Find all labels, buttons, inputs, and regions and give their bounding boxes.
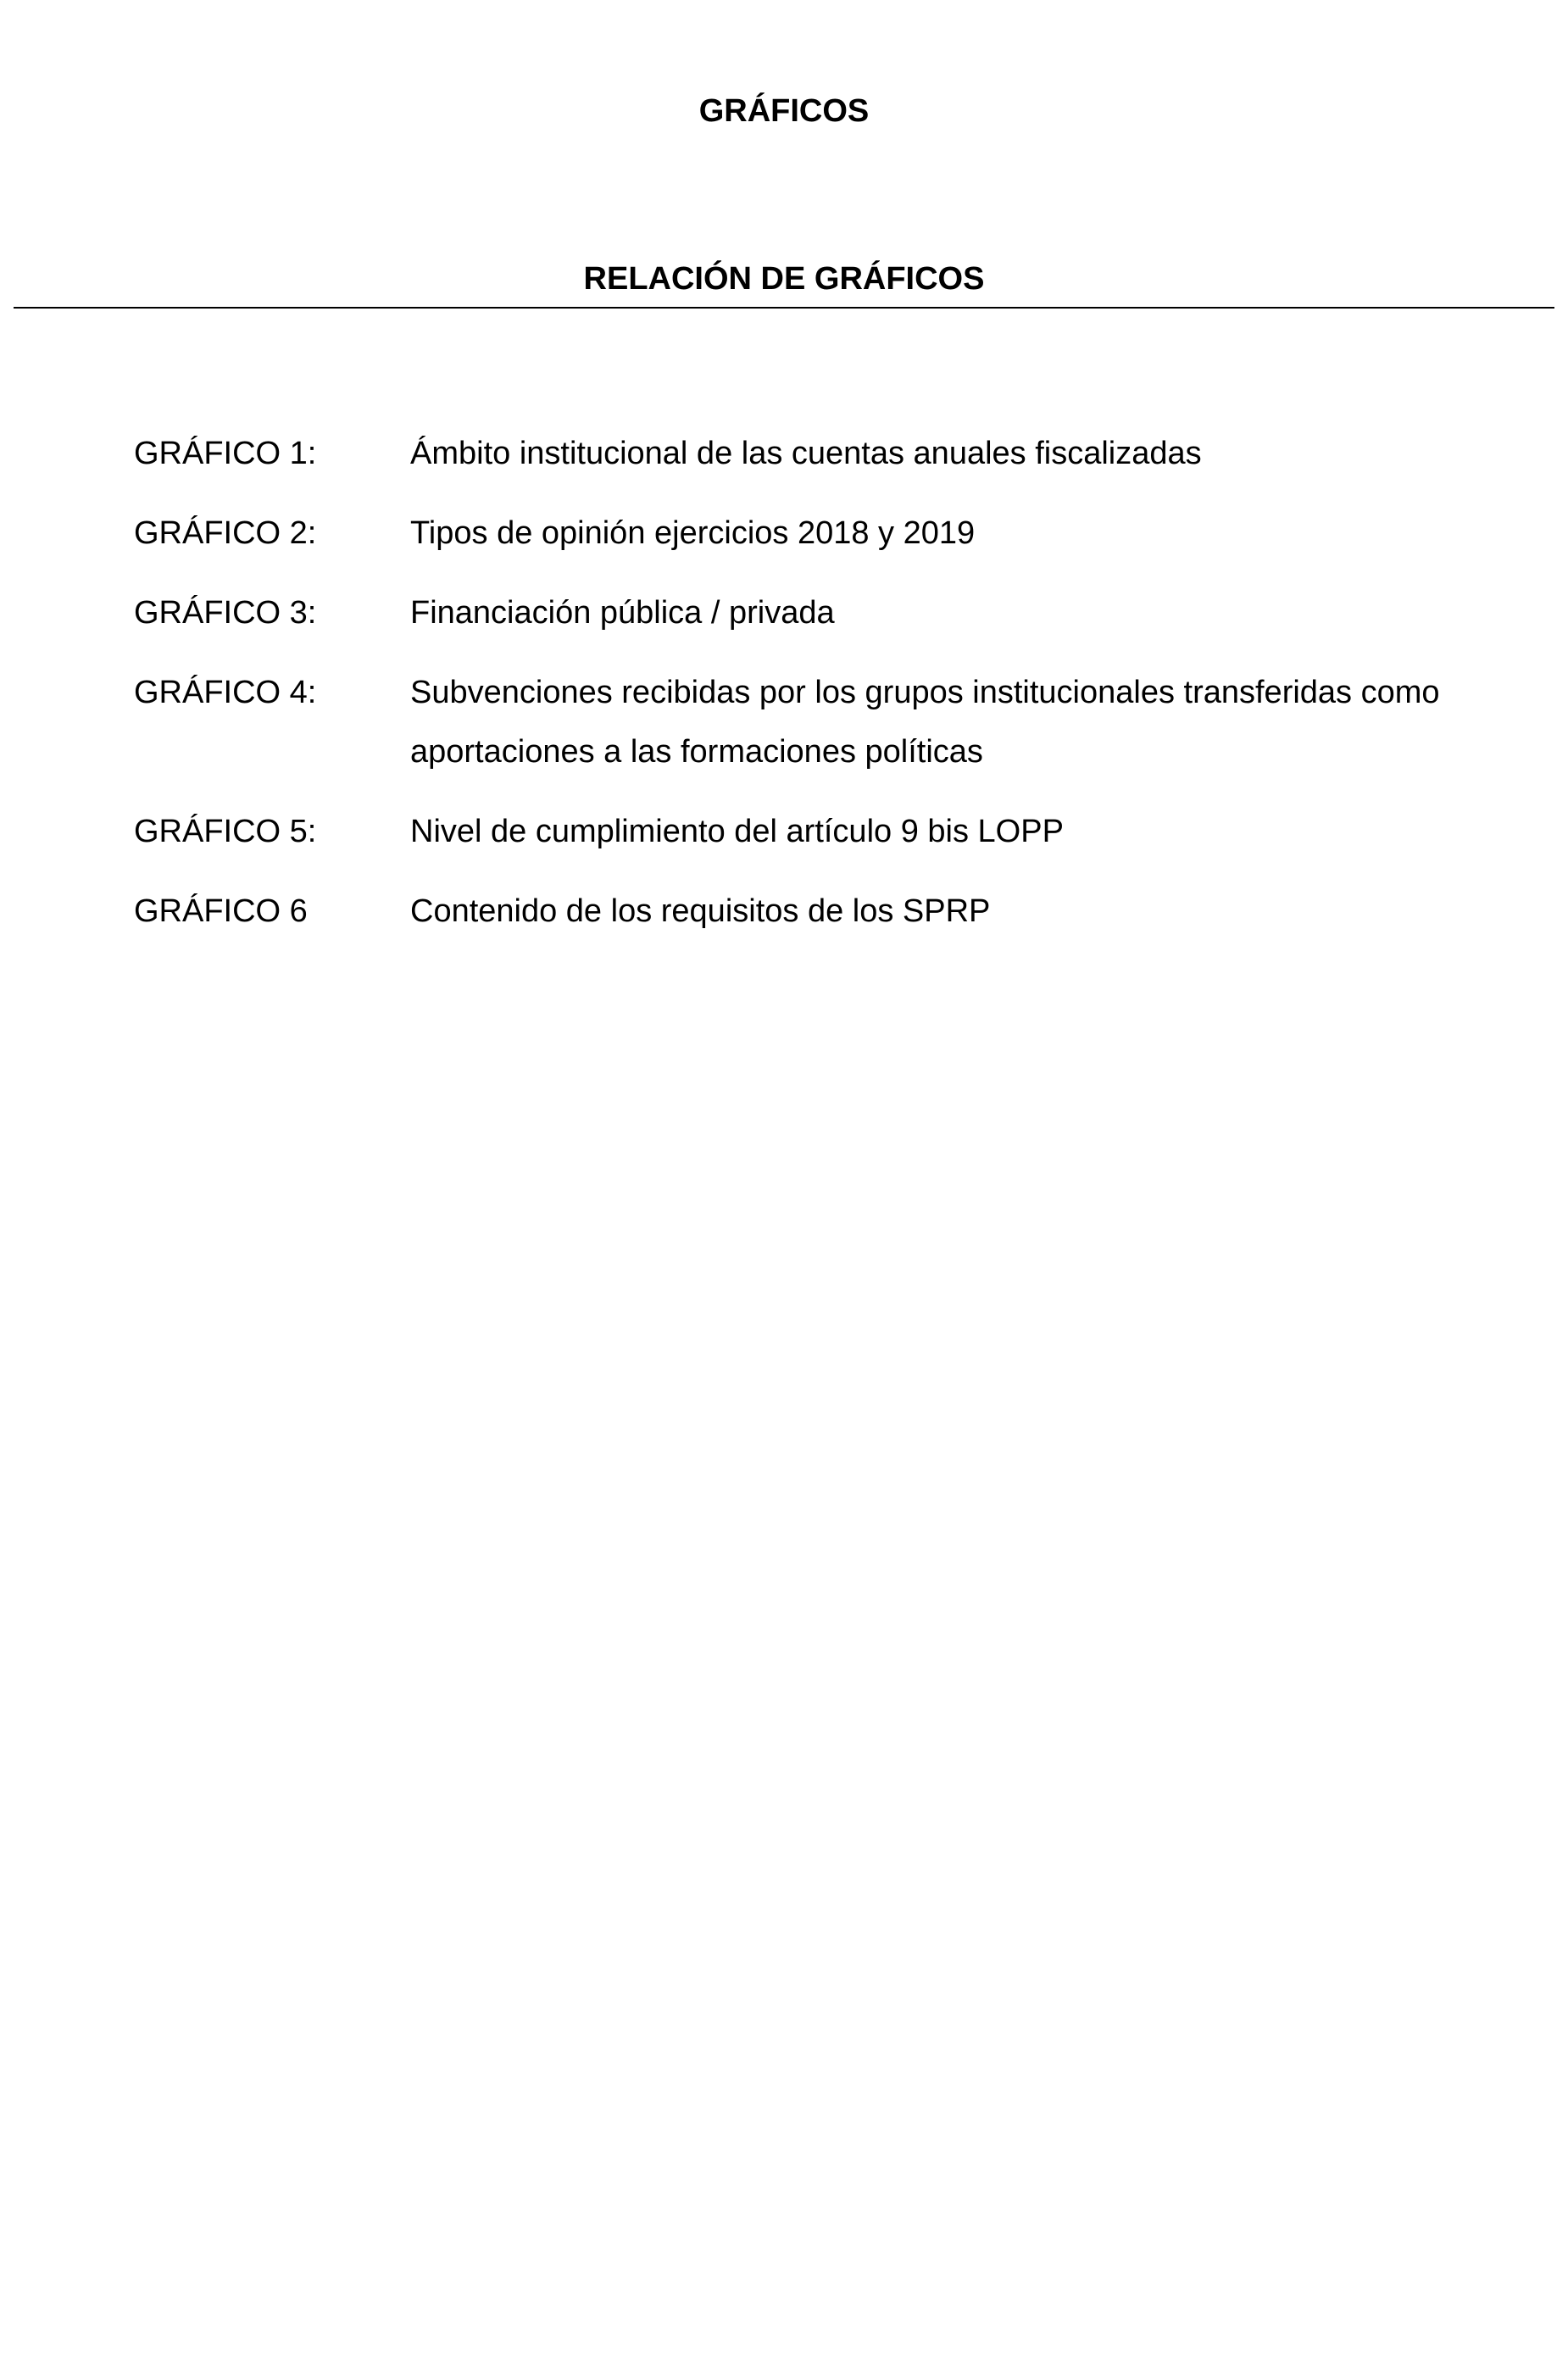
figure-list-item[interactable] bbox=[134, 503, 1456, 563]
figure-number: GRÁFICO 3: bbox=[134, 595, 317, 631]
page-title: GRÁFICOS bbox=[698, 93, 870, 129]
figure-caption: Contenido de los requisitos de los SPRP bbox=[410, 893, 991, 929]
figure-list-item[interactable] bbox=[134, 802, 1456, 861]
figure-list bbox=[134, 424, 1456, 961]
figure-caption: Subvenciones recibidas por los grupos institucionales transferidas como aportaciones a las formaciones políticas bbox=[410, 675, 1440, 770]
figure-number: GRÁFICO 2: bbox=[134, 515, 317, 551]
figure-caption: Ámbito institucional de las cuentas anuales fiscalizadas bbox=[410, 436, 1202, 471]
section-title: RELACIÓN DE GRÁFICOS bbox=[583, 261, 985, 297]
section-divider bbox=[14, 307, 1554, 309]
figure-caption: Tipos de opinión ejercicios 2018 y 2019 bbox=[410, 515, 976, 551]
figure-list-item[interactable] bbox=[134, 583, 1456, 642]
figure-list-item[interactable] bbox=[134, 424, 1456, 483]
figure-list-item[interactable] bbox=[134, 663, 1456, 782]
figure-number: GRÁFICO 4: bbox=[134, 675, 317, 710]
figure-list-item[interactable] bbox=[134, 882, 1456, 941]
figure-number: GRÁFICO 6 bbox=[134, 893, 308, 929]
figure-number: GRÁFICO 5: bbox=[134, 814, 317, 849]
figure-caption: Financiación pública / privada bbox=[410, 595, 835, 631]
figure-number: GRÁFICO 1: bbox=[134, 436, 317, 471]
figure-caption: Nivel de cumplimiento del artículo 9 bis LOPP bbox=[410, 814, 1064, 849]
